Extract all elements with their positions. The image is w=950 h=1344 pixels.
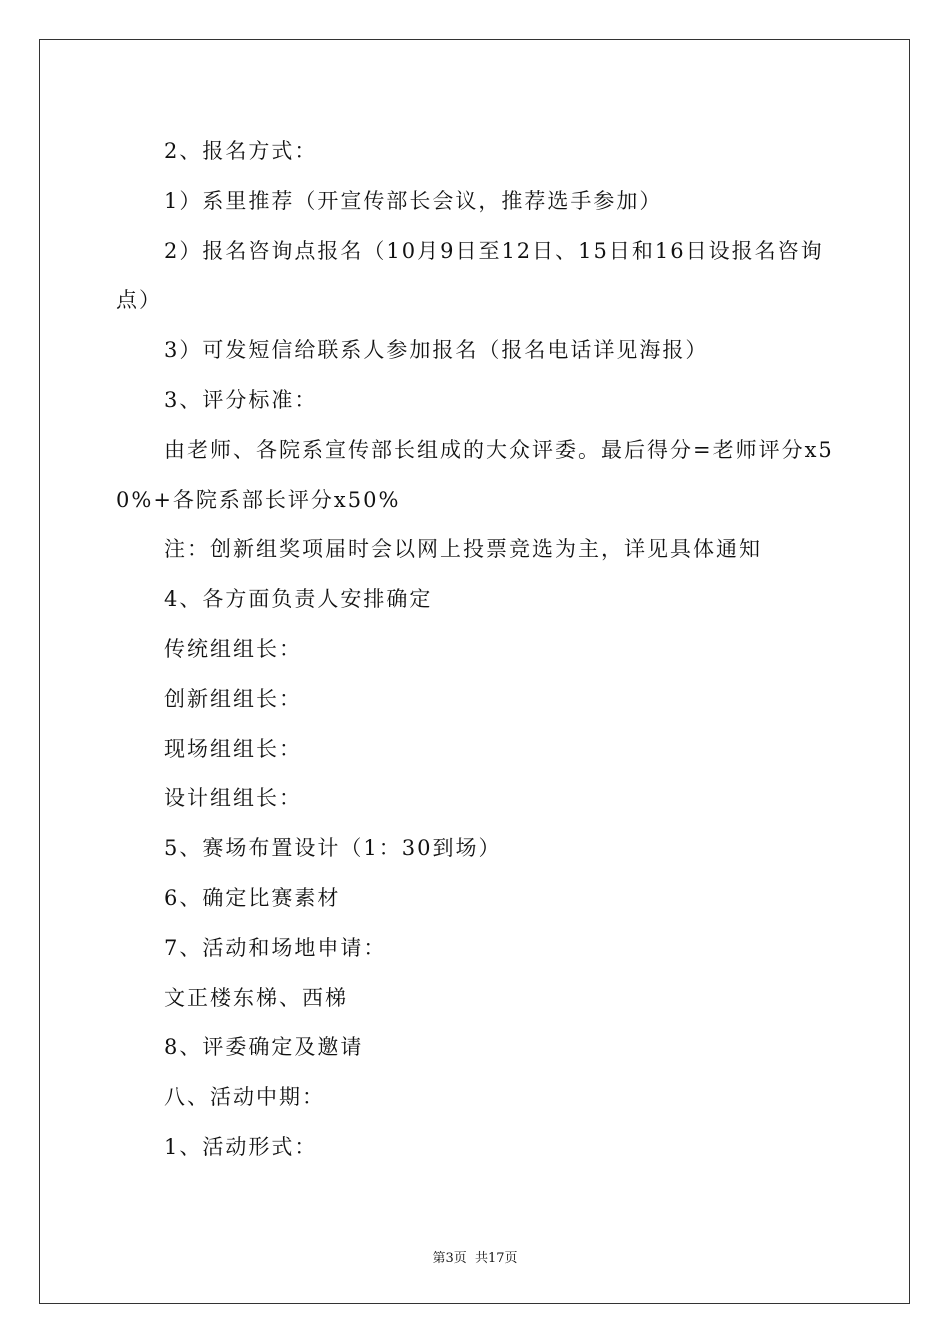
paragraph: 由老师、各院系宣传部长组成的大众评委。最后得分=老师评分x50%+各院系部长评分x50%: [116, 437, 834, 512]
paragraph: 6、确定比赛素材: [164, 885, 341, 910]
paragraph: 5、赛场布置设计（1：30到场）: [164, 836, 502, 861]
paragraph: 8、评委确定及邀请: [164, 1035, 364, 1060]
paragraph: 现场组组长：: [164, 736, 302, 761]
page-number: 第3页: [432, 1251, 467, 1266]
page-total: 共17页: [474, 1251, 518, 1266]
paragraph: 1）系里推荐（开宣传部长会议，推荐选手参加）: [164, 188, 663, 213]
paragraph: 3、评分标准：: [164, 387, 318, 412]
paragraph: 传统组组长：: [164, 636, 302, 661]
paragraph: 2、报名方式：: [164, 139, 318, 163]
paragraph: 设计组组长：: [164, 786, 302, 811]
paragraph: 创新组组长：: [164, 686, 302, 711]
document-body: [116, 127, 838, 1173]
page-footer: [0, 1247, 950, 1266]
paragraph: 7、活动和场地申请：: [164, 935, 387, 960]
paragraph: 2）报名咨询点报名（10月9日至12日、15日和16日设报名咨询点）: [116, 238, 824, 313]
paragraph: 3）可发短信给联系人参加报名（报名电话详见海报）: [164, 338, 709, 363]
paragraph: 八、活动中期：: [164, 1085, 325, 1110]
paragraph: 1、活动形式：: [164, 1134, 318, 1159]
paragraph: 4、各方面负责人安排确定: [164, 587, 433, 612]
paragraph: 注：创新组奖项届时会以网上投票竞选为主，详见具体通知: [164, 537, 762, 562]
paragraph: 文正楼东梯、西梯: [164, 985, 348, 1010]
